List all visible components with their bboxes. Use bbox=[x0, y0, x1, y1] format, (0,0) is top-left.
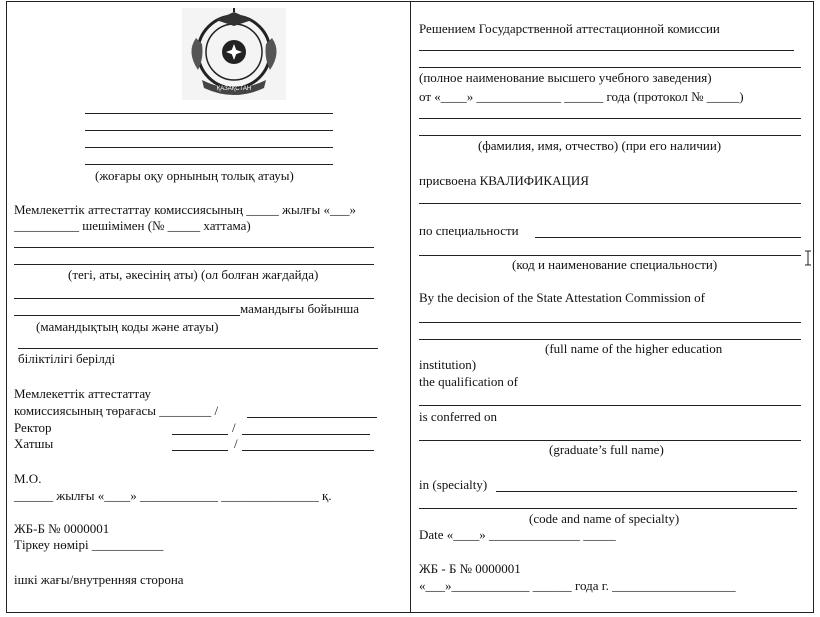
rector-label: Ректор bbox=[14, 420, 52, 435]
chair-label-2: комиссиясының төрағасы ________ / bbox=[14, 403, 219, 418]
specialty-caption-en: (code and name of specialty) bbox=[529, 511, 680, 526]
name-line-2 bbox=[14, 264, 374, 265]
secretary-separator: / bbox=[234, 436, 238, 451]
name-ru-line-1 bbox=[419, 118, 801, 119]
emblem-ribbon: ҚАЗАҚСТАН bbox=[216, 86, 252, 92]
chair-label-1: Мемлекеттік аттестаттау bbox=[14, 386, 152, 401]
date-line-kz: ______ жылғы «____» ____________ _______________ қ. bbox=[14, 488, 332, 503]
graduate-caption-en: (graduate’s full name) bbox=[549, 442, 664, 457]
specialty-suffix-kz: мамандығы бойынша bbox=[240, 301, 359, 316]
institution-line-4 bbox=[85, 164, 333, 165]
institution-caption-en-2: institution) bbox=[419, 357, 477, 372]
qualification-line bbox=[18, 348, 378, 349]
column-divider bbox=[410, 1, 411, 613]
conferred-en: is conferred on bbox=[419, 409, 497, 424]
registration-number: Тіркеу нөмірі ___________ bbox=[14, 537, 164, 552]
specialty-en-line-2 bbox=[419, 508, 797, 509]
decision-en: By the decision of the State Attestation Commission of bbox=[419, 290, 705, 305]
specialty-line-2 bbox=[14, 315, 240, 316]
specialty-ru: по специальности bbox=[419, 223, 519, 238]
date-en: Date «____» ______________ _____ bbox=[419, 527, 616, 542]
institution-line-1 bbox=[85, 113, 333, 114]
specialty-en: in (specialty) bbox=[419, 477, 488, 492]
institution-caption-en: (full name of the higher education bbox=[545, 341, 723, 356]
date-line-ru-bottom: «___»____________ ______ года г. ___________________ bbox=[419, 578, 736, 593]
text-cursor-icon bbox=[804, 250, 812, 266]
qualification-en: the qualification of bbox=[419, 374, 518, 389]
institution-ru-line-2 bbox=[419, 67, 801, 68]
specialty-en-line bbox=[496, 491, 797, 492]
decision-line-kz: Мемлекеттік аттестаттау комиссиясының _____ жылғы «___» bbox=[14, 202, 356, 217]
secretary-name-line bbox=[242, 450, 374, 451]
serial-number-ru: ЖБ - Б № 0000001 bbox=[419, 561, 521, 576]
specialty-line-1 bbox=[14, 298, 374, 299]
institution-ru-line-1 bbox=[419, 50, 794, 51]
seal-label: М.О. bbox=[14, 471, 42, 486]
rector-separator: / bbox=[232, 420, 236, 435]
institution-line-3 bbox=[85, 147, 333, 148]
qualification-en-line bbox=[419, 405, 801, 406]
side-label: ішкі жағы/внутренняя сторона bbox=[14, 572, 184, 587]
institution-en-line-2 bbox=[419, 339, 801, 340]
secretary-label: Хатшы bbox=[14, 436, 54, 451]
graduate-en-line bbox=[419, 440, 801, 441]
specialty-caption-ru: (код и наименование специальности) bbox=[512, 257, 718, 272]
name-caption-ru: (фамилия, имя, отчество) (при его наличии) bbox=[478, 138, 722, 153]
secretary-signature-line bbox=[172, 450, 228, 451]
decision-ru: Решением Государственной аттестационной комиссии bbox=[419, 21, 720, 36]
rector-signature-line bbox=[172, 434, 228, 435]
qualification-ru: присвоена КВАЛИФИКАЦИЯ bbox=[419, 173, 589, 188]
kazakhstan-emblem bbox=[182, 8, 286, 100]
rector-name-line bbox=[242, 434, 370, 435]
institution-line-2 bbox=[85, 130, 333, 131]
date-line-ru: от «____» _____________ ______ года (протокол № _____) bbox=[419, 89, 744, 104]
name-line-1 bbox=[14, 247, 374, 248]
institution-en-line-1 bbox=[419, 322, 801, 323]
qualification-awarded-kz: біліктілігі берілді bbox=[18, 351, 116, 366]
specialty-ru-line-2 bbox=[419, 255, 801, 256]
chair-signature-line bbox=[247, 417, 377, 418]
institution-caption-kz: (жоғары оқу орнының толық атауы) bbox=[95, 168, 294, 183]
name-caption-kz: (тегі, аты, әкесінің аты) (ол болған жағдайда) bbox=[68, 267, 319, 282]
name-ru-line-2 bbox=[419, 135, 801, 136]
institution-caption-ru: (полное наименование высшего учебного заведения) bbox=[419, 70, 712, 85]
qualification-ru-line bbox=[419, 203, 801, 204]
specialty-caption-kz: (мамандықтың коды және атауы) bbox=[36, 319, 219, 334]
decision-line2-kz: __________ шешімімен (№ _____ хаттама) bbox=[14, 218, 251, 233]
specialty-ru-line bbox=[535, 237, 801, 238]
serial-number-kz: ЖБ-Б № 0000001 bbox=[14, 521, 110, 536]
